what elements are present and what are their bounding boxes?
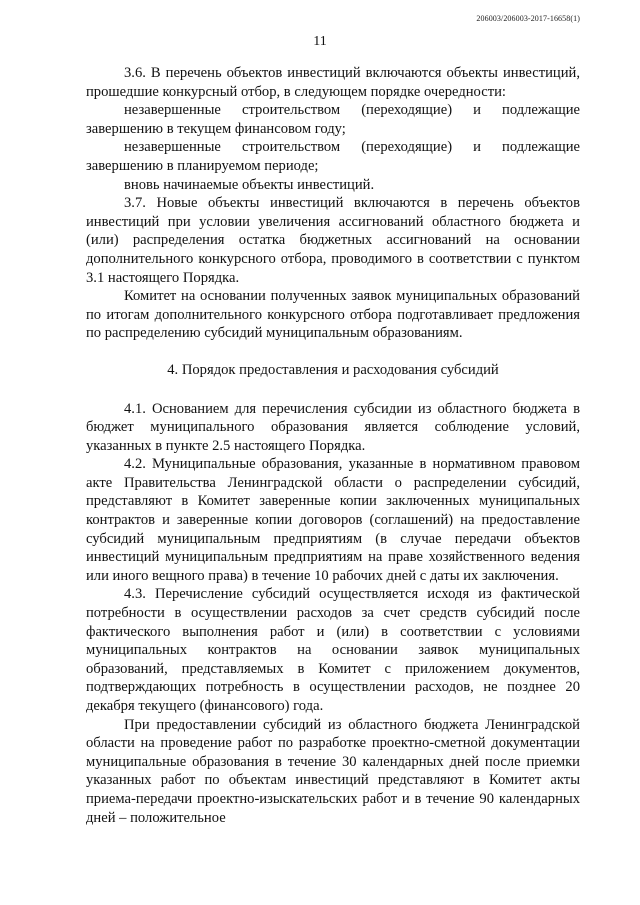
document-body	[86, 64, 580, 827]
list-item-planned-period: незавершенные строительством (переходящие) и подлежащие завершению в планируемом периоде;	[86, 139, 580, 174]
section-heading: 4. Порядок предоставления и расходования субсидий	[167, 361, 499, 378]
page-number: 11	[313, 34, 327, 49]
paragraph-subsidies-design: При предоставлении субсидий из областного бюджета Ленинградской области на проведение работ по разработке проектно-сметной документации муниципальные образования в течение 30 календарных дней после приемки указанных работ по объектам инвестиций представляют в Комитет акты приема-передачи проектно-изыскательских работ и в течение 90 календарных дней – положительное	[86, 716, 580, 826]
document-id: 206003/206003-2017-16658(1)	[476, 14, 580, 23]
list-item-current-year: незавершенные строительством (переходящие) и подлежащие завершению в текущем финансовом году;	[86, 102, 580, 137]
list-item-new-objects: вновь начинаемые объекты инвестиций.	[124, 176, 375, 193]
paragraph-4-1: 4.1. Основанием для перечисления субсидии из областного бюджета в бюджет муниципального образования является соблюдение условий, указанных в пункте 2.5 настоящего Порядка.	[86, 400, 580, 454]
paragraph-3-6: 3.6. В перечень объектов инвестиций включаются объекты инвестиций, прошедшие конкурсный отбор, в следующем порядке очередности:	[86, 65, 580, 100]
paragraph-committee: Комитет на основании полученных заявок муниципальных образований по итогам дополнительного конкурсного отбора подготавливает предложения по распределению субсидий муниципальным образованиям.	[86, 288, 580, 342]
paragraph-4-3: 4.3. Перечисление субсидий осуществляется исходя из фактической потребности в осуществлении расходов за счет средств субсидий после фактического выполнения работ и (или) в соответствии с условиями муниципальных контрактов на основании заявок муниципальных образований, представляемых в Комитет с приложением документов, подтверждающих потребность в осуществлении расходов, не позднее 20 декабря текущего (финансового) года.	[86, 586, 580, 714]
paragraph-3-7: 3.7. Новые объекты инвестиций включаются в перечень объектов инвестиций при условии увеличения ассигнований областного бюджета и (или) распределения остатка бюджетных ассигнований на основании дополнительного конкурсного отбора, проводимого в соответствии с пунктом 3.1 настоящего Порядка.	[86, 195, 580, 286]
paragraph-4-2: 4.2. Муниципальные образования, указанные в нормативном правовом акте Правительства Ленинградской области о распределении субсидий, представляют в Комитет заверенные копии заключенных муниципальных контрактов и заверенные копии договоров (соглашений) на предоставление субсидий муниципальным предприятиям (в случае передачи объектов инвестиций муниципальным предприятиям на праве хозяйственного ведения или иного вещного права) в течение 10 рабочих дней с даты их заключения.	[86, 456, 580, 584]
